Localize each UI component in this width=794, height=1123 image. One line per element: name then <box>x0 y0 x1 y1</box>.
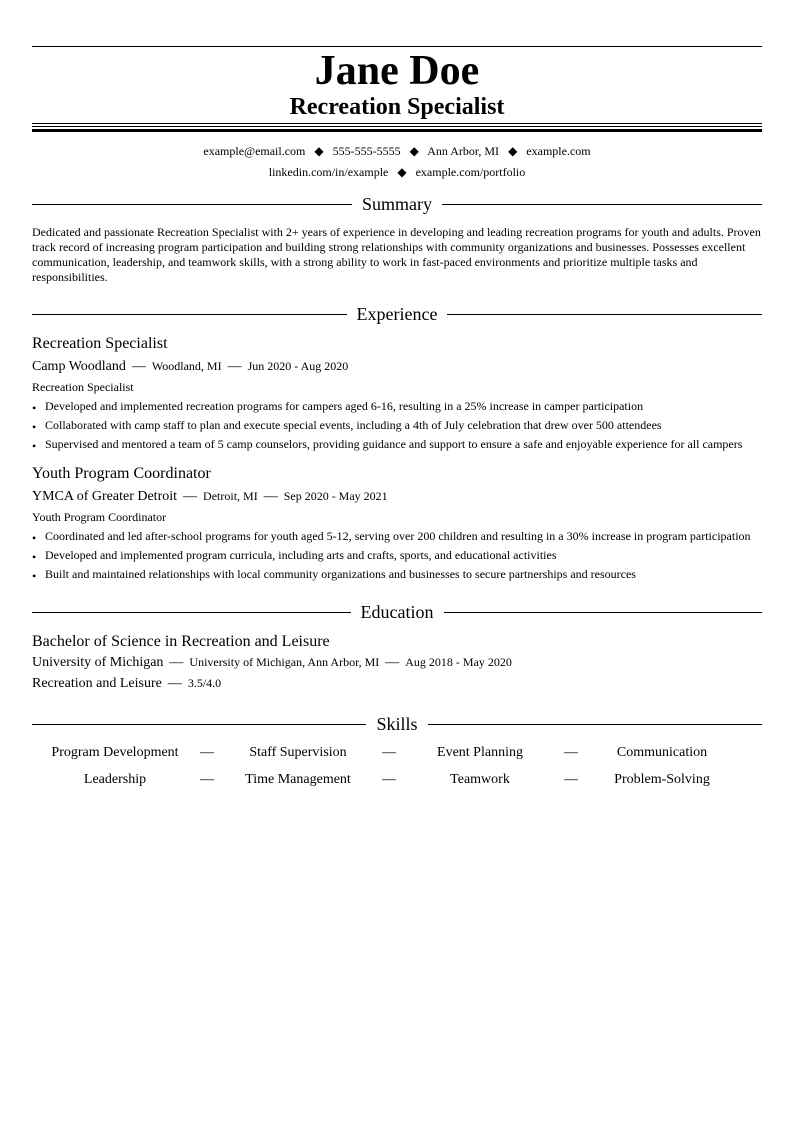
education-degree: Bachelor of Science in Recreation and Leisure <box>32 633 330 650</box>
list-item <box>32 546 762 565</box>
bullet-text: Coordinated and led after-school programs for youth aged 5-12, serving over 200 children and resulting in a 30% increase in program participation <box>45 529 751 543</box>
dash-separator: — <box>200 772 214 787</box>
education-school-line <box>32 652 762 673</box>
dash-separator: — <box>200 745 214 760</box>
summary-text: Dedicated and passionate Recreation Specialist with 2+ years of experience in developing and leading recreation programs for youth and adults. Proven track record of increasing program participation and building strong relationships with community organizations and businesses. Possesses excellent communication, leadership, and teamwork skills, with a strong ability to work in fast-paced environments and prioritize multiple tasks and responsibilities. <box>32 225 761 284</box>
diamond-separator-icon: ◆ <box>508 144 518 158</box>
header-rule-3 <box>32 129 762 132</box>
heading-rule-right <box>447 314 762 315</box>
dash-separator: — <box>263 489 278 504</box>
heading-rule-left <box>32 314 347 315</box>
bullet-icon: • <box>32 420 37 434</box>
list-item <box>32 565 762 584</box>
bullet-icon: • <box>32 569 37 583</box>
dash-separator: — <box>385 655 400 670</box>
skill-item: Event Planning <box>437 745 523 760</box>
section-title-summary: Summary <box>362 194 432 214</box>
skill-item: Teamwork <box>450 772 510 787</box>
education-entry <box>32 632 762 694</box>
contact-phone[interactable]: 555-555-5555 <box>332 144 401 158</box>
list-item <box>32 527 762 546</box>
heading-rule-right <box>442 204 762 205</box>
header-top-rule <box>32 46 762 47</box>
diamond-separator-icon: ◆ <box>314 144 324 158</box>
skill-item: Time Management <box>245 772 351 787</box>
job-meta <box>32 356 762 377</box>
experience-entry-1 <box>32 334 762 454</box>
diamond-separator-icon: ◆ <box>397 165 407 179</box>
job-company: Camp Woodland <box>32 359 126 374</box>
bullet-icon: • <box>32 531 37 545</box>
job-title: Recreation Specialist <box>32 335 168 352</box>
job-meta <box>32 486 762 507</box>
summary-heading <box>32 193 762 215</box>
section-title-education: Education <box>360 602 434 622</box>
heading-rule-right <box>428 724 762 725</box>
bullet-text: Supervised and mentored a team of 5 camp counselors, providing guidance and support to ensure a safe and enjoyable experience for all campers <box>45 437 743 451</box>
bullet-text: Collaborated with camp staff to plan and execute special events, including a 4th of July celebration that drew over 500 attendees <box>45 418 662 432</box>
skills-heading <box>32 713 762 735</box>
education-dates: Aug 2018 - May 2020 <box>405 655 512 669</box>
job-location: Detroit, MI <box>203 489 258 503</box>
education-major-line <box>32 673 762 694</box>
job-title: Youth Program Coordinator <box>32 465 211 482</box>
dash-separator: — <box>167 676 182 691</box>
bullet-icon: • <box>32 550 37 564</box>
list-item <box>32 416 762 435</box>
skill-item: Staff Supervision <box>249 745 347 760</box>
job-bullets <box>32 397 762 454</box>
header-rule-1 <box>32 123 762 124</box>
experience-heading <box>32 303 762 325</box>
job-company: YMCA of Greater Detroit <box>32 489 178 504</box>
diamond-separator-icon: ◆ <box>409 144 419 158</box>
skill-item: Leadership <box>83 772 147 787</box>
contact-portfolio[interactable]: example.com/portfolio <box>415 165 526 179</box>
education-major: Recreation and Leisure <box>32 676 162 691</box>
heading-rule-right <box>444 612 763 613</box>
dash-separator: — <box>382 745 396 760</box>
dash-separator: — <box>227 359 242 374</box>
skill-item: Program Development <box>51 745 179 760</box>
section-title-experience: Experience <box>356 304 438 324</box>
bullet-text: Developed and implemented program curricula, including arts and crafts, sports, and educational activities <box>45 548 557 562</box>
job-dates: Sep 2020 - May 2021 <box>283 489 388 503</box>
dash-separator: — <box>131 359 146 374</box>
dash-separator: — <box>169 655 184 670</box>
heading-rule-left <box>32 204 352 205</box>
bullet-icon: • <box>32 439 37 453</box>
bullet-text: Built and maintained relationships with local community organizations and businesses to secure partnerships and resources <box>45 567 636 581</box>
contact-line-2 <box>32 164 762 180</box>
header-rule-2 <box>32 126 762 127</box>
contact-website[interactable]: example.com <box>526 144 591 158</box>
bullet-icon: • <box>32 401 37 415</box>
skill-item: Problem-Solving <box>614 772 710 787</box>
job-dates: Jun 2020 - Aug 2020 <box>247 359 349 373</box>
job-location: Woodland, MI <box>151 359 222 373</box>
list-item <box>32 397 762 416</box>
dash-separator: — <box>564 772 578 787</box>
contact-location: Ann Arbor, MI <box>427 144 500 158</box>
education-school: University of Michigan <box>32 655 164 670</box>
heading-rule-left <box>32 612 351 613</box>
heading-rule-left <box>32 724 366 725</box>
contact-linkedin[interactable]: linkedin.com/in/example <box>268 165 389 179</box>
section-title-skills: Skills <box>376 714 418 734</box>
contact-line-1 <box>32 143 762 159</box>
bullet-text: Developed and implemented recreation programs for campers aged 6-16, resulting in a 25% increase in camper participation <box>45 399 644 413</box>
job-bullets <box>32 527 762 584</box>
dash-separator: — <box>183 489 198 504</box>
job-subtitle: Youth Program Coordinator <box>32 510 167 524</box>
candidate-name: Jane Doe <box>314 48 480 94</box>
dash-separator: — <box>382 772 396 787</box>
skill-item: Communication <box>616 745 708 760</box>
list-item <box>32 435 762 454</box>
education-heading <box>32 601 762 623</box>
education-gpa: 3.5/4.0 <box>187 676 222 690</box>
education-location: University of Michigan, Ann Arbor, MI <box>189 655 380 669</box>
dash-separator: — <box>564 745 578 760</box>
candidate-headline: Recreation Specialist <box>289 94 505 120</box>
skills-grid <box>32 743 762 790</box>
job-subtitle: Recreation Specialist <box>32 380 134 394</box>
contact-email[interactable]: example@email.com <box>203 144 306 158</box>
experience-entry-2 <box>32 464 762 584</box>
